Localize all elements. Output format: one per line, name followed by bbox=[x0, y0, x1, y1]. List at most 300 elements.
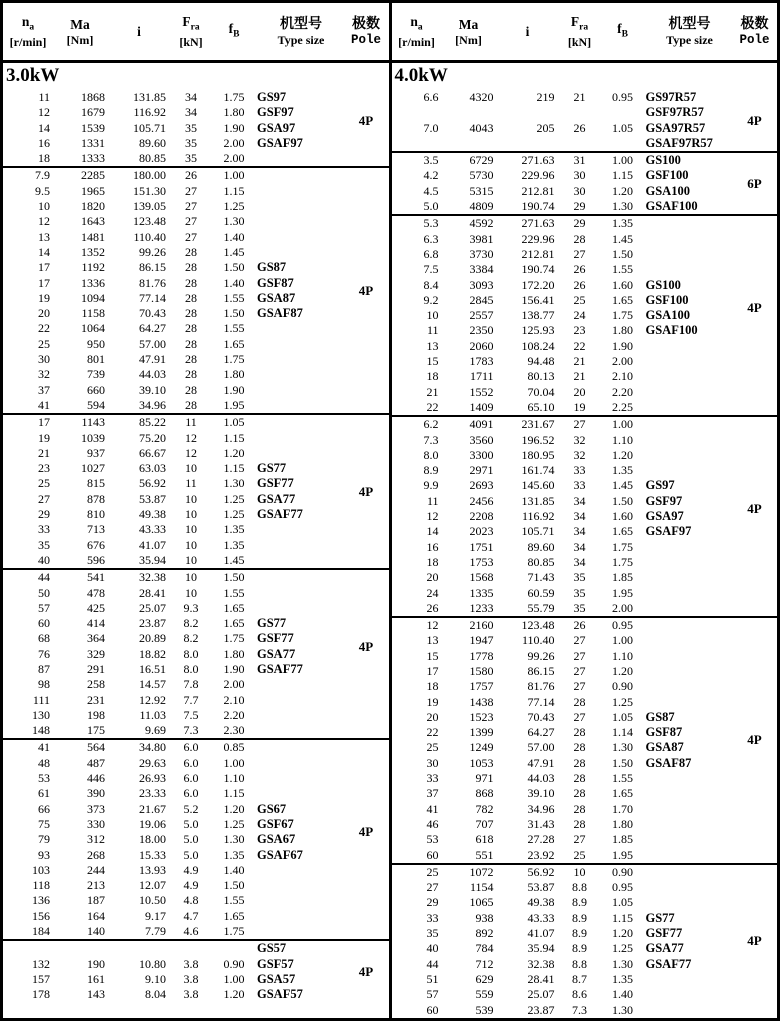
torque-cell: 143 bbox=[87, 987, 105, 1002]
torque-cell: 329 bbox=[87, 646, 105, 661]
column-header-symbol: Ma bbox=[70, 16, 90, 32]
table-row bbox=[392, 771, 778, 786]
service-factor-cell: 1.25 bbox=[223, 491, 245, 506]
torque-cell: 1249 bbox=[469, 740, 494, 755]
torque-cell: 676 bbox=[87, 537, 105, 552]
ratio-cell: 32.38 bbox=[139, 570, 166, 585]
ratio-cell: 23.33 bbox=[139, 786, 166, 801]
ratio-cell: 56.92 bbox=[139, 476, 166, 491]
service-factor-cell: 2.00 bbox=[223, 677, 245, 692]
column-header-type bbox=[646, 17, 734, 47]
service-factor-cell: 1.05 bbox=[612, 120, 633, 135]
torque-cell: 782 bbox=[475, 801, 494, 816]
service-factor-cell: 1.80 bbox=[612, 323, 633, 338]
ratio-cell: 47.91 bbox=[139, 352, 166, 367]
table-row bbox=[392, 555, 778, 570]
ratio-cell: 57.00 bbox=[527, 740, 555, 755]
table-group bbox=[392, 415, 778, 616]
torque-cell: 618 bbox=[475, 832, 494, 847]
na-cell: 41 bbox=[426, 801, 439, 816]
na-cell: 20 bbox=[426, 709, 439, 724]
radial-force-cell: 20 bbox=[573, 384, 586, 399]
radial-force-cell: 28 bbox=[573, 816, 586, 831]
torque-cell: 1679 bbox=[81, 105, 105, 120]
type-size-list bbox=[257, 260, 345, 321]
ratio-cell: 212.81 bbox=[521, 183, 555, 198]
ratio-cell: 23.87 bbox=[139, 616, 166, 631]
radial-force-cell: 12 bbox=[185, 445, 197, 460]
table-group bbox=[3, 939, 389, 1002]
torque-cell: 164 bbox=[87, 908, 105, 923]
torque-cell: 713 bbox=[87, 522, 105, 537]
table-row bbox=[392, 385, 778, 400]
radial-force-cell: 29 bbox=[573, 216, 586, 231]
table-row bbox=[392, 463, 778, 478]
table-row bbox=[392, 354, 778, 369]
torque-cell: 4809 bbox=[469, 199, 494, 214]
table-row bbox=[3, 446, 389, 461]
radial-force-cell: 28 bbox=[573, 771, 586, 786]
na-cell: 7.0 bbox=[423, 120, 439, 135]
type-size-list bbox=[257, 941, 345, 1002]
na-cell: 8.0 bbox=[423, 447, 439, 462]
service-factor-cell: 1.05 bbox=[223, 415, 245, 430]
service-factor-cell: 1.40 bbox=[223, 862, 245, 877]
table-row bbox=[3, 214, 389, 229]
torque-cell: 559 bbox=[475, 987, 494, 1002]
service-factor-cell: 1.90 bbox=[223, 382, 245, 397]
column-header-subscript: a bbox=[29, 22, 35, 33]
torque-cell: 1094 bbox=[81, 290, 105, 305]
torque-cell: 3730 bbox=[469, 246, 494, 261]
table-row bbox=[392, 817, 778, 832]
type-size-label: GSAF87 bbox=[257, 306, 303, 321]
ratio-cell: 77.14 bbox=[139, 290, 166, 305]
ratio-cell: 10.80 bbox=[139, 956, 166, 971]
ratio-cell: 34.96 bbox=[139, 397, 166, 412]
service-factor-cell: 1.75 bbox=[223, 631, 245, 646]
ratio-cell: 80.13 bbox=[527, 369, 555, 384]
ratio-cell: 219 bbox=[536, 90, 555, 104]
ratio-cell: 271.63 bbox=[521, 216, 555, 231]
na-cell: 3.5 bbox=[423, 153, 439, 168]
na-cell: 132 bbox=[32, 956, 50, 971]
radial-force-cell: 27 bbox=[185, 214, 197, 229]
table-row bbox=[3, 723, 389, 738]
ratio-cell: 43.33 bbox=[527, 910, 555, 925]
na-cell: 22 bbox=[426, 725, 439, 740]
ratio-cell: 156.41 bbox=[521, 292, 555, 307]
column-header-main bbox=[459, 17, 479, 33]
table-group bbox=[392, 90, 778, 151]
service-factor-cell: 1.45 bbox=[223, 244, 245, 259]
radial-force-cell: 5.0 bbox=[183, 816, 199, 831]
type-size-list bbox=[257, 90, 345, 151]
na-cell: 6.6 bbox=[423, 90, 439, 104]
na-cell: 27 bbox=[426, 880, 439, 895]
na-cell: 25 bbox=[426, 740, 439, 755]
radial-force-cell: 6.0 bbox=[183, 786, 199, 801]
ratio-cell: 7.79 bbox=[145, 924, 166, 939]
type-size-label: GS87 bbox=[257, 260, 287, 275]
radial-force-cell: 3.8 bbox=[183, 971, 199, 986]
type-size-label: GSF77 bbox=[257, 631, 294, 646]
service-factor-cell: 0.85 bbox=[223, 740, 245, 755]
torque-cell: 3981 bbox=[469, 231, 494, 246]
service-factor-cell: 1.65 bbox=[223, 616, 245, 631]
ratio-cell: 77.14 bbox=[527, 694, 555, 709]
radial-force-cell: 8.9 bbox=[572, 941, 587, 956]
table-row bbox=[3, 151, 389, 166]
torque-cell: 1233 bbox=[469, 600, 494, 615]
ratio-cell: 81.76 bbox=[139, 275, 166, 290]
torque-cell: 1783 bbox=[469, 354, 494, 369]
torque-cell: 1335 bbox=[469, 585, 494, 600]
service-factor-cell: 1.45 bbox=[612, 478, 633, 493]
na-cell: 20 bbox=[38, 306, 50, 321]
torque-cell: 1568 bbox=[469, 570, 494, 585]
na-cell: 5.0 bbox=[423, 199, 439, 214]
na-cell: 14 bbox=[38, 120, 50, 135]
column-header-na bbox=[3, 14, 53, 50]
radial-force-cell: 3.8 bbox=[183, 956, 199, 971]
radial-force-cell: 35 bbox=[573, 570, 586, 585]
ratio-cell: 66.67 bbox=[139, 445, 166, 460]
na-cell: 13 bbox=[38, 229, 50, 244]
type-size-label: GSF100 bbox=[645, 168, 689, 183]
type-size-label: GSAF97R57 bbox=[645, 135, 713, 150]
column-header-ma bbox=[53, 17, 107, 47]
radial-force-cell: 8.2 bbox=[183, 616, 199, 631]
radial-force-cell: 5.0 bbox=[183, 847, 199, 862]
radial-force-cell: 26 bbox=[573, 262, 586, 277]
torque-cell: 596 bbox=[87, 552, 105, 567]
column-header-subscript: a bbox=[417, 22, 423, 33]
service-factor-cell: 1.25 bbox=[223, 507, 245, 522]
table-row bbox=[392, 262, 778, 277]
ratio-cell: 53.87 bbox=[527, 880, 555, 895]
na-cell: 12 bbox=[426, 618, 439, 633]
table-group bbox=[3, 166, 389, 413]
radial-force-cell: 28 bbox=[185, 275, 197, 290]
ratio-cell: 131.85 bbox=[521, 493, 555, 508]
service-factor-cell: 2.20 bbox=[223, 707, 245, 722]
ratio-cell: 125.93 bbox=[521, 323, 555, 338]
column-header-unit: [Nm] bbox=[66, 32, 94, 47]
radial-force-cell: 21 bbox=[573, 90, 586, 104]
radial-force-cell: 30 bbox=[573, 183, 586, 198]
column-header-main bbox=[137, 24, 141, 40]
radial-force-cell: 27 bbox=[573, 417, 586, 432]
radial-force-cell: 11 bbox=[185, 415, 197, 430]
type-size-label: GSAF100 bbox=[645, 323, 698, 338]
table-row bbox=[392, 679, 778, 694]
na-cell: 22 bbox=[38, 321, 50, 336]
torque-cell: 1757 bbox=[469, 679, 494, 694]
type-size-label: GSF67 bbox=[257, 816, 294, 831]
ratio-cell: 89.60 bbox=[139, 135, 166, 150]
na-cell: 11 bbox=[426, 323, 439, 338]
service-factor-cell: 1.90 bbox=[223, 661, 245, 676]
na-cell: 53 bbox=[426, 832, 439, 847]
table-row bbox=[392, 433, 778, 448]
ratio-cell: 20.89 bbox=[139, 631, 166, 646]
type-size-list bbox=[257, 802, 345, 863]
radial-force-cell: 34 bbox=[185, 90, 197, 104]
ratio-cell: 44.03 bbox=[139, 367, 166, 382]
ratio-cell: 172.20 bbox=[521, 277, 555, 292]
torque-cell: 2971 bbox=[469, 463, 494, 478]
na-cell: 30 bbox=[426, 755, 439, 770]
column-header-symbol: i bbox=[137, 23, 141, 39]
radial-force-cell: 4.7 bbox=[183, 908, 199, 923]
service-factor-cell: 1.20 bbox=[223, 801, 245, 816]
service-factor-cell: 1.10 bbox=[612, 432, 633, 447]
na-cell: 11 bbox=[38, 90, 50, 104]
na-cell: 14 bbox=[38, 244, 50, 259]
ratio-cell: 180.95 bbox=[521, 447, 555, 462]
table-row bbox=[3, 321, 389, 336]
column-header-unit: [kN] bbox=[179, 35, 203, 50]
table-row bbox=[392, 586, 778, 601]
table-row bbox=[3, 553, 389, 568]
service-factor-cell: 1.55 bbox=[223, 893, 245, 908]
ratio-cell: 14.57 bbox=[139, 677, 166, 692]
ratio-cell: 80.85 bbox=[139, 151, 166, 166]
service-factor-cell: 0.95 bbox=[612, 880, 633, 895]
type-size-label: GSA57 bbox=[257, 971, 296, 986]
radial-force-cell: 30 bbox=[573, 168, 586, 183]
type-size-label: GSA97R57 bbox=[645, 120, 706, 135]
na-cell: 40 bbox=[426, 941, 439, 956]
torque-cell: 938 bbox=[475, 910, 494, 925]
na-cell: 75 bbox=[38, 816, 50, 831]
na-cell: 8.4 bbox=[423, 277, 439, 292]
torque-cell: 175 bbox=[87, 723, 105, 738]
torque-cell: 6729 bbox=[469, 153, 494, 168]
table-row bbox=[3, 863, 389, 878]
column-header-symbol: n bbox=[21, 13, 30, 29]
radial-force-cell: 27 bbox=[573, 679, 586, 694]
table-row bbox=[3, 786, 389, 801]
service-factor-cell: 1.80 bbox=[223, 105, 245, 120]
radial-force-cell: 26 bbox=[573, 277, 586, 292]
ratio-cell: 70.04 bbox=[527, 384, 555, 399]
ratio-cell: 29.63 bbox=[139, 755, 166, 770]
na-cell: 40 bbox=[38, 552, 50, 567]
torque-cell: 892 bbox=[475, 926, 494, 941]
service-factor-cell: 2.20 bbox=[612, 384, 633, 399]
service-factor-cell: 0.95 bbox=[612, 90, 633, 104]
table-row bbox=[3, 878, 389, 893]
radial-force-cell: 8.0 bbox=[183, 646, 199, 661]
na-cell: 37 bbox=[38, 382, 50, 397]
service-factor-cell: 1.65 bbox=[612, 292, 633, 307]
torque-cell: 364 bbox=[87, 631, 105, 646]
ratio-cell: 108.24 bbox=[521, 338, 555, 353]
na-cell: 33 bbox=[426, 910, 439, 925]
na-cell: 17 bbox=[38, 260, 50, 275]
service-factor-cell: 1.30 bbox=[223, 214, 245, 229]
na-cell bbox=[3, 941, 53, 956]
na-cell: 22 bbox=[426, 399, 439, 414]
type-size-list bbox=[257, 616, 345, 677]
radial-force-cell: 6.0 bbox=[183, 740, 199, 755]
column-header-symbol: f bbox=[228, 20, 234, 36]
service-factor-cell: 1.35 bbox=[223, 537, 245, 552]
type-size-label: GS77 bbox=[645, 910, 675, 925]
table-row bbox=[3, 199, 389, 214]
radial-force-cell: 28 bbox=[185, 382, 197, 397]
table-row bbox=[3, 415, 389, 430]
type-size-label: GSF57 bbox=[257, 956, 294, 971]
radial-force-cell: 28 bbox=[185, 306, 197, 321]
na-cell: 68 bbox=[38, 631, 50, 646]
table-row bbox=[3, 245, 389, 260]
torque-cell: 2060 bbox=[469, 338, 494, 353]
column-header-unit: Pole bbox=[350, 32, 381, 47]
radial-force-cell: 27 bbox=[573, 663, 586, 678]
ratio-cell: 23.92 bbox=[527, 847, 555, 862]
service-factor-cell: 1.30 bbox=[223, 832, 245, 847]
na-cell: 60 bbox=[426, 1002, 439, 1017]
torque-cell: 140 bbox=[87, 924, 105, 939]
table-row bbox=[392, 369, 778, 384]
na-cell: 17 bbox=[38, 415, 50, 430]
torque-cell: 4320 bbox=[469, 90, 494, 104]
ratio-cell: 86.15 bbox=[527, 663, 555, 678]
na-cell: 60 bbox=[426, 847, 439, 862]
type-size-list bbox=[646, 710, 734, 771]
service-factor-cell: 1.50 bbox=[223, 306, 245, 321]
ratio-cell: 131.85 bbox=[133, 90, 166, 104]
torque-cell: 1039 bbox=[81, 430, 105, 445]
radial-force-cell: 32 bbox=[573, 447, 586, 462]
service-factor-cell: 1.80 bbox=[223, 367, 245, 382]
column-header-fb bbox=[600, 21, 646, 43]
service-factor-cell: 1.25 bbox=[612, 941, 633, 956]
column-header-pole bbox=[345, 17, 387, 47]
na-cell: 79 bbox=[38, 832, 50, 847]
radial-force-cell: 28 bbox=[573, 740, 586, 755]
radial-force-cell: 28 bbox=[573, 786, 586, 801]
type-size-label: GS57 bbox=[257, 941, 287, 956]
service-factor-cell: 1.00 bbox=[223, 755, 245, 770]
na-cell: 12 bbox=[426, 509, 439, 524]
torque-cell: 268 bbox=[87, 847, 105, 862]
na-cell: 9.9 bbox=[423, 478, 439, 493]
service-factor-cell: 1.25 bbox=[612, 694, 633, 709]
table-row bbox=[3, 756, 389, 771]
pole-label: 4P bbox=[358, 824, 374, 840]
type-size-label: GS97R57 bbox=[645, 90, 697, 104]
ratio-cell: 123.48 bbox=[521, 618, 555, 633]
column-header-main bbox=[617, 21, 628, 43]
pole-label: 4P bbox=[358, 963, 374, 979]
radial-force-cell: 34 bbox=[185, 105, 197, 120]
radial-force-cell: 7.5 bbox=[183, 707, 199, 722]
ratio-cell: 151.30 bbox=[133, 183, 166, 198]
column-header-pole bbox=[734, 17, 776, 47]
pole-label: 4P bbox=[747, 732, 762, 748]
table-row bbox=[3, 184, 389, 199]
service-factor-cell: 1.60 bbox=[612, 277, 633, 292]
service-factor-cell: 1.14 bbox=[612, 725, 633, 740]
ratio-cell: 16.51 bbox=[139, 661, 166, 676]
radial-force-cell: 27 bbox=[573, 633, 586, 648]
service-factor-cell: 1.55 bbox=[612, 771, 633, 786]
ratio-cell: 116.92 bbox=[521, 509, 555, 524]
torque-cell: 1331 bbox=[81, 135, 105, 150]
service-factor-cell: 2.00 bbox=[223, 135, 245, 150]
radial-force-cell: 28 bbox=[185, 244, 197, 259]
torque-cell: 1947 bbox=[469, 633, 494, 648]
pole-label: 4P bbox=[358, 638, 374, 654]
type-size-label: GSF97 bbox=[645, 493, 683, 508]
torque-cell: 312 bbox=[87, 832, 105, 847]
torque-cell: 1072 bbox=[469, 864, 494, 879]
table-row bbox=[3, 522, 389, 537]
radial-force-cell: 7.8 bbox=[183, 677, 199, 692]
service-factor-cell: 1.65 bbox=[612, 524, 633, 539]
type-size-list bbox=[646, 90, 734, 151]
torque-cell: 801 bbox=[87, 352, 105, 367]
ratio-cell: 70.43 bbox=[139, 306, 166, 321]
type-size-label: GSF87 bbox=[645, 725, 683, 740]
ratio-cell: 39.10 bbox=[527, 786, 555, 801]
table-row bbox=[392, 417, 778, 432]
ratio-cell: 64.27 bbox=[139, 321, 166, 336]
radial-force-cell: 21 bbox=[573, 354, 586, 369]
table-row bbox=[3, 570, 389, 585]
torque-cell: 425 bbox=[87, 600, 105, 615]
column-header-symbol: F bbox=[570, 13, 580, 29]
na-cell: 184 bbox=[32, 924, 50, 939]
table-row bbox=[392, 216, 778, 231]
na-cell: 51 bbox=[426, 971, 439, 986]
table-row bbox=[3, 893, 389, 908]
torque-cell: 291 bbox=[87, 661, 105, 676]
type-size-label: GSAF97 bbox=[645, 524, 692, 539]
na-cell: 25 bbox=[38, 476, 50, 491]
ratio-cell: 28.41 bbox=[527, 971, 555, 986]
radial-force-cell: 27 bbox=[185, 229, 197, 244]
na-cell: 9.2 bbox=[423, 292, 439, 307]
type-size-label: GSA100 bbox=[645, 308, 690, 323]
ratio-cell: 18.00 bbox=[139, 832, 166, 847]
service-factor-cell: 1.20 bbox=[612, 447, 633, 462]
service-factor-cell: 1.35 bbox=[223, 847, 245, 862]
radial-force-cell: 34 bbox=[573, 509, 586, 524]
table-row bbox=[3, 168, 389, 183]
service-factor-cell: 1.20 bbox=[223, 987, 245, 1002]
service-factor-cell: 1.00 bbox=[223, 971, 245, 986]
torque-cell: 660 bbox=[87, 382, 105, 397]
na-cell: 9.5 bbox=[35, 183, 50, 198]
na-cell: 15 bbox=[426, 354, 439, 369]
ratio-cell bbox=[107, 941, 171, 956]
torque-cell: 1753 bbox=[469, 554, 494, 569]
type-size-label: GSAF77 bbox=[645, 956, 692, 971]
service-factor-cell: 1.80 bbox=[223, 646, 245, 661]
na-cell: 41 bbox=[38, 397, 50, 412]
type-size-label: GS100 bbox=[645, 277, 681, 292]
type-size-label: GSA87 bbox=[257, 290, 296, 305]
torque-cell: 2350 bbox=[469, 323, 494, 338]
service-factor-cell: 1.20 bbox=[612, 663, 633, 678]
type-size-list bbox=[257, 461, 345, 522]
ratio-cell: 39.10 bbox=[139, 382, 166, 397]
